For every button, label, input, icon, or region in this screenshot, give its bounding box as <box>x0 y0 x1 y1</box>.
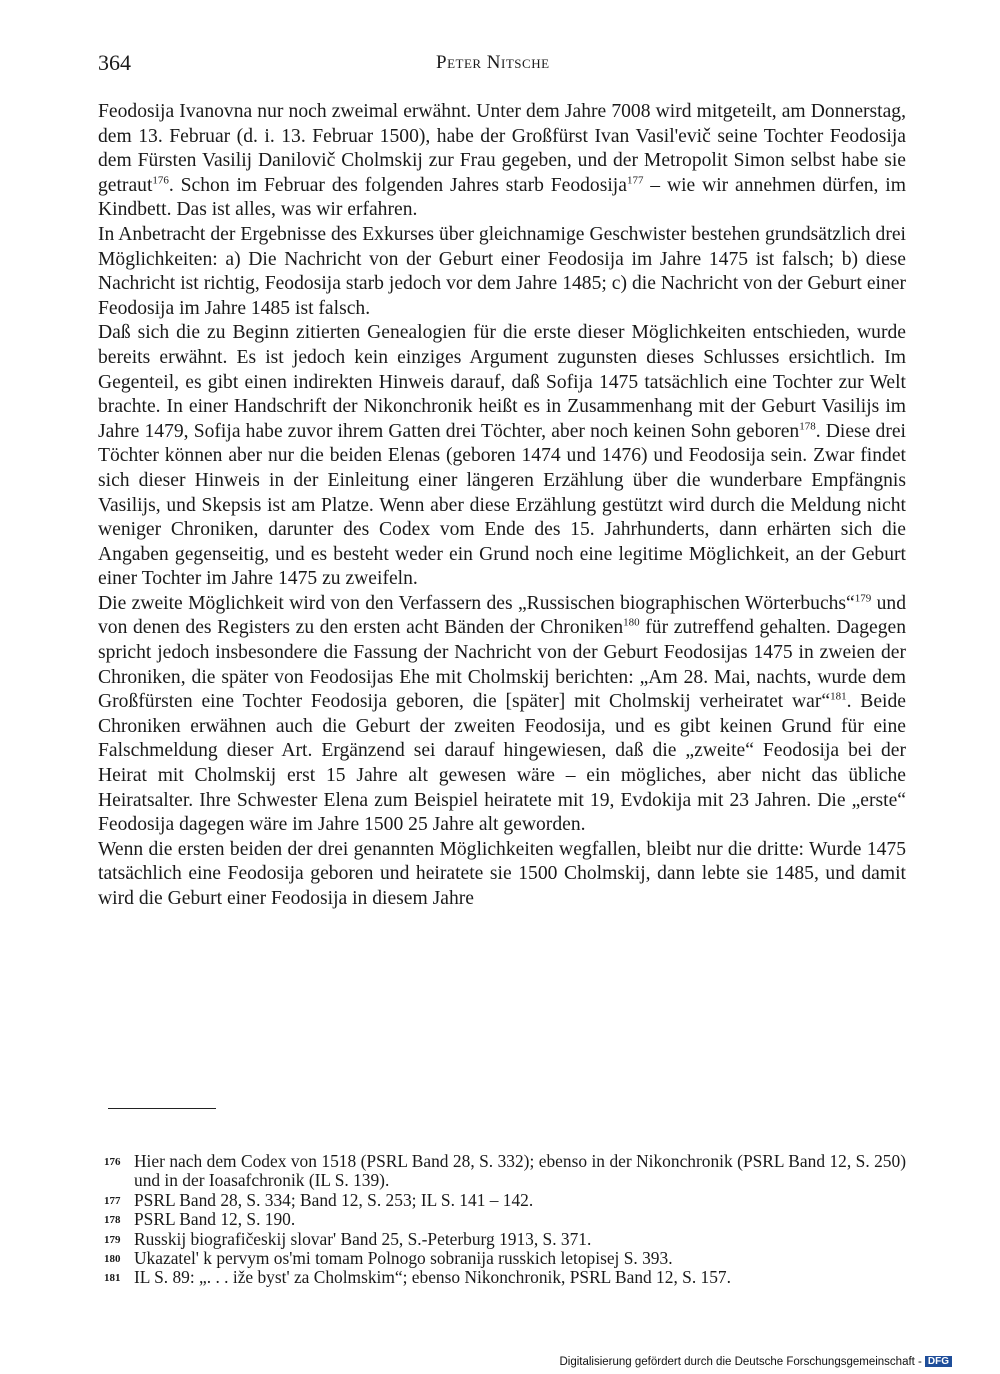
footnote-181 <box>104 1268 906 1287</box>
paragraph-text: Daß sich die zu Beginn zitierten Genealogien für die erste dieser Möglichkeiten entschieden, wurde bereits erwähnt. Es ist jedoch kein einziges Argument zugunsten dieses Schlusses ersichtlich. Im Gegenteil, es gibt einen indirekten Hinweis darauf, daß Sofija 1475 tatsächlich eine Tochter zur Welt brachte. In einer Handschrift der Nikonchronik heißt es in Zusammenhang mit der Geburt Vasilijs im Jahre 1479, Sofija habe zuvor ihrem Gatten drei Töchter, aber noch keinen Sohn geboren <box>98 322 906 442</box>
footnote-number: 179 <box>104 1233 121 1246</box>
footnote-text: PSRL Band 28, S. 334; Band 12, S. 253; IL S. 141 – 142. <box>134 1189 534 1210</box>
footnote-text: Ukazatel' k pervym os'mi tomam Polnogo sobranija russkich letopisej S. 393. <box>134 1248 673 1269</box>
paragraph-text: Feodosija Ivanovna nur noch zweimal erwähnt. Unter dem Jahre 7008 wird mitgeteilt, am Donnerstag, dem 13. Februar (d. i. 13. Februar 1500), habe der Großfürst Ivan Vasil'evič seine Tochter Feodosija dem Fürsten Vasilij Danilovič Cholmskij zur Frau gegeben, und der Metropolit Simon selbst habe sie getraut <box>98 101 906 196</box>
paragraph-text: . Beide Chroniken erwähnen auch die Geburt der zweiten Feodosija, und es gibt keinen Grund für eine Falschmeldung dieser Art. Ergänzend sei darauf hingewiesen, daß die „zweite“ Feodosija bei der Heirat mit Cholmskij erst 15 Jahre alt gewesen wäre – ein mögliches, aber nicht das übliche Heiratsalter. Ihre Schwester Elena zum Beispiel heiratete mit 19, Evdokija mit 23 Jahren. Die „erste“ Feodosija dagegen wäre im Jahre 1500 25 Jahre alt geworden. <box>98 691 906 836</box>
footnotes <box>104 1152 906 1288</box>
footnote-179 <box>104 1230 906 1249</box>
paragraph-text: . Diese drei Töchter können aber nur die beiden Elenas (geboren 1474 und 1476) und Feodosija sein. Zwar findet sich dieser Hinweis in der Einleitung einer längeren Erzählung über die wunderbare Empfängnis Vasilijs, und Skepsis ist am Platze. Wenn aber diese Erzählung gestützt wird durch die Meldung nicht weniger Chroniken, darunter des Codex vom Ende des 15. Jahrhunderts, dann erhärten sich die Angaben gegenseitig, und es besteht weder ein Grund noch eine legitime Möglichkeit, an der Geburt einer Tochter im Jahre 1475 zu zweifeln. <box>98 420 906 590</box>
footnote-177 <box>104 1191 906 1210</box>
running-head: Peter Nitsche <box>436 52 550 73</box>
footnote-176 <box>104 1152 906 1191</box>
footnote-number: 176 <box>104 1156 121 1168</box>
footnote-reference[interactable]: 178 <box>799 420 816 433</box>
footnote-text: Russkij biografičeskij slovar' Band 25, S.-Peterburg 1913, S. 371. <box>134 1228 592 1249</box>
footnote-text: Hier nach dem Codex von 1518 (PSRL Band 28, S. 332); ebenso in der Nikonchronik (PSRL Band 12, S. 250) und in der Ioasafchronik (IL S. 139). <box>134 1151 906 1191</box>
digitization-credit <box>559 1356 952 1368</box>
footnote-reference[interactable]: 179 <box>854 592 872 605</box>
footnote-divider <box>108 1108 216 1109</box>
paragraph-2: In Anbetracht der Ergebnisse des Exkurses über gleichnamige Geschwister bestehen grundsätzlich drei Möglichkeiten: a) Die Nachricht von der Geburt einer Feodosija im Jahre 1475 ist falsch; b) diese Nachricht ist richtig, Feodosija starb jedoch vor dem Jahre 1485; c) die Nachricht von der Geburt einer Feodosija im Jahre 1485 ist falsch. <box>98 223 906 319</box>
footnote-reference[interactable]: 180 <box>623 616 640 629</box>
footnote-reference[interactable]: 176 <box>152 174 169 187</box>
footnote-180 <box>104 1249 906 1268</box>
paragraph-4 <box>98 592 906 838</box>
footnote-number: 180 <box>104 1253 121 1266</box>
footnote-number: 178 <box>104 1214 121 1227</box>
paragraph-text: . Schon im Februar des folgenden Jahres starb Feodosija <box>168 174 627 196</box>
footnote-number: 177 <box>104 1194 121 1207</box>
paragraph-3 <box>98 321 906 592</box>
footnote-reference[interactable]: 177 <box>626 174 644 187</box>
dfg-logo: DFG <box>925 1356 952 1367</box>
paragraph-text: – wie wir annehmen dürfen, im Kindbett. Das ist alles, was wir erfahren. <box>98 174 906 221</box>
footnote-text: PSRL Band 12, S. 190. <box>134 1209 296 1230</box>
footnote-number: 181 <box>104 1272 121 1285</box>
paragraph-text: und von denen des Registers zu den ersten acht Bänden der Chroniken <box>98 592 906 639</box>
paragraph-5: Wenn die ersten beiden der drei genannten Möglichkeiten wegfallen, bleibt nur die dritte: Wurde 1475 tatsächlich eine Feodosija geboren und heiratete sie 1500 Cholmskij, dann lebte sie 1485, und damit wird die Geburt einer Feodosija in diesem Jahre <box>98 838 906 909</box>
paragraph-text: für zutreffend gehalten. Dagegen spricht jedoch insbesondere die Fassung der Nachricht von der Geburt Feodosijas 1475 in zweien der Chroniken, die später von Feodosijas Ehe mit Cholmskij berichten: „Am 28. Mai, nachts, wurde dem Großfürsten eine Tochter Feodosija geboren, die [später] mit Cholmskij verheiratet war“ <box>98 617 907 713</box>
paragraph-text: Die zweite Möglichkeit wird von den Verfassern des „Russischen biographischen Wörterbuchs“ <box>98 592 855 614</box>
page-number: 364 <box>98 50 131 75</box>
page-header <box>98 50 906 84</box>
footnote-reference[interactable]: 181 <box>830 690 847 703</box>
credit-text: Digitalisierung gefördert durch die Deutsche Forschungsgemeinschaft - <box>559 1356 922 1368</box>
paragraph-1 <box>98 100 906 223</box>
body-text <box>98 100 906 912</box>
footnote-178 <box>104 1210 906 1229</box>
footnote-text: IL S. 89: „. . . iže byst' za Cholmskim“; ebenso Nikonchronik, PSRL Band 12, S. 157. <box>134 1267 731 1288</box>
